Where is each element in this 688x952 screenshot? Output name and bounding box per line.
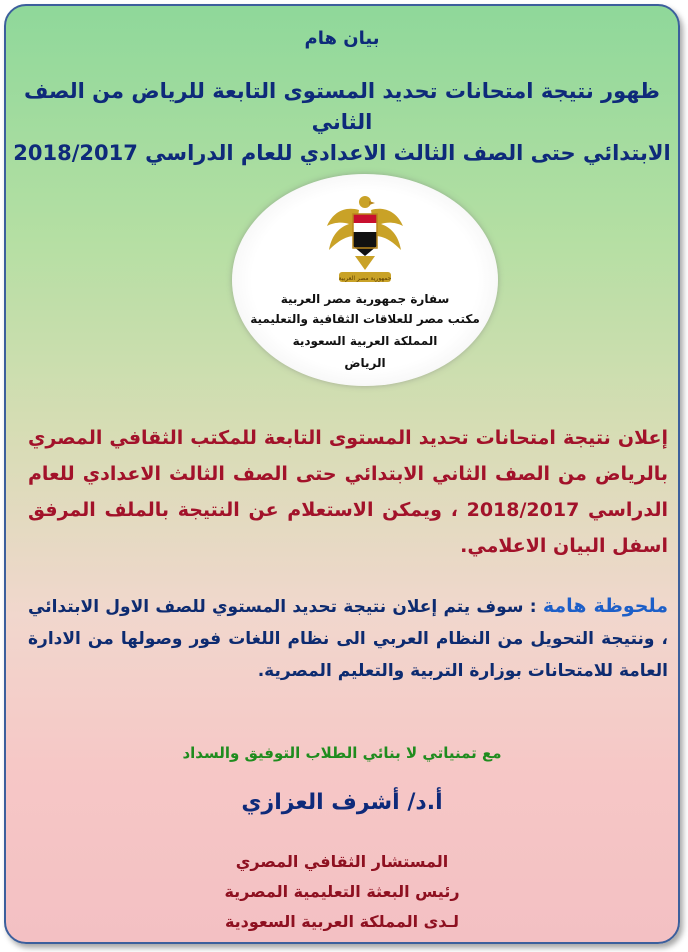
eagle-emblem-icon	[325, 192, 405, 288]
signatory-title-1: المستشار الثقافي المصري	[235, 852, 449, 871]
logo-office-name: مكتب مصر للعلاقات الثقافية والتعليمية	[250, 312, 480, 326]
headline-line-2: الابتدائي حتى الصف الثالث الاعدادي للعام الدراسي 2018/2017	[13, 141, 671, 165]
note-label: ملحوظة هامة	[542, 595, 668, 617]
note-paragraph	[28, 590, 668, 687]
logo-city: الرياض	[344, 356, 386, 370]
page-title: بيان هام	[304, 28, 380, 49]
embassy-logo	[232, 174, 498, 386]
logo-country: المملكة العربية السعودية	[292, 334, 438, 348]
announcement-card	[4, 4, 680, 944]
announcement-paragraph: إعلان نتيجة امتحانات تحديد المستوى التابعة للمكتب الثقافي المصري بالرياض من الصف الثاني الابتدائي حتى الصف الثالث الاعدادي للعام الدراسي 2018/2017 ، ويمكن الاستعلام عن النتيجة بالملف المرفق اسفل البيان الاعلامي.	[28, 427, 668, 557]
headline-line-1: ظهور نتيجة امتحانات تحديد المستوى التابعة للرياض من الصف الثاني	[24, 79, 660, 134]
wishes-line: مع تمنياتي لا بنائي الطلاب التوفيق والسداد	[182, 744, 502, 762]
note-text: : سوف يتم إعلان نتيجة تحديد المستوي للصف الاول الابتدائي ، ونتيجة التحويل من النظام العربي الى نظام اللغات فور وصولها من الادارة العامة للامتحانات بوزارة التربية والتعليم المصرية.	[28, 597, 668, 681]
signatory-title-3: لـدى المملكة العربية السعودية	[224, 912, 460, 931]
headline	[6, 76, 678, 169]
signatory-name: أ.د/ أشرف العزازي	[241, 790, 443, 815]
emblem-caption: جمهورية مصر العربية	[338, 275, 392, 282]
logo-embassy-name: سفارة جمهورية مصر العربية	[280, 292, 450, 306]
signatory-title-2: رئيس البعثة التعليمية المصرية	[224, 882, 460, 901]
